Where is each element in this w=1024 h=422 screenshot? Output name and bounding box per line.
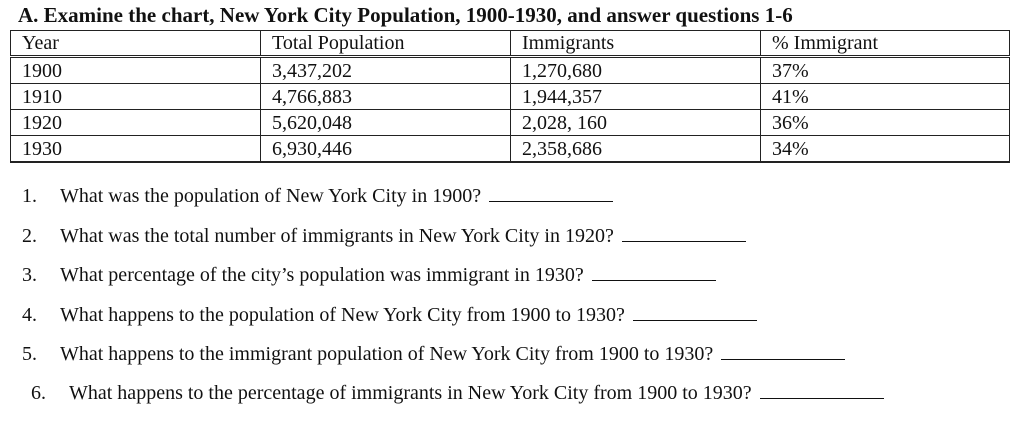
question-5 [22,342,845,366]
cell-total-population: 6,930,446 [261,136,511,163]
header-total-population: Total Population [261,31,511,57]
cell-immigrants: 1,944,357 [511,84,761,110]
question-number: 4. [22,304,37,326]
cell-immigrants: 2,028, 160 [511,110,761,136]
population-table [10,30,1010,163]
table-row [11,136,1010,163]
question-text: What happens to the immigrant population of New York City from 1900 to 1930? [60,343,714,365]
cell-total-population: 4,766,883 [261,84,511,110]
cell-percent-immigrant: 36% [761,110,1010,136]
answer-blank[interactable] [760,382,884,399]
cell-immigrants: 2,358,686 [511,136,761,163]
table-row [11,84,1010,110]
question-number: 6. [31,382,46,404]
question-number: 1. [22,185,37,207]
table-row [11,57,1010,84]
answer-blank[interactable] [592,264,716,281]
question-text: What was the total number of immigrants in New York City in 1920? [60,225,614,247]
question-2 [22,224,746,248]
cell-year: 1900 [11,57,261,84]
question-1 [22,184,613,208]
question-number: 2. [22,225,37,247]
cell-total-population: 3,437,202 [261,57,511,84]
cell-percent-immigrant: 34% [761,136,1010,163]
table-header-row [11,31,1010,57]
header-immigrants: Immigrants [511,31,761,57]
cell-percent-immigrant: 37% [761,57,1010,84]
question-6 [31,381,884,405]
cell-percent-immigrant: 41% [761,84,1010,110]
header-percent-immigrant: % Immigrant [761,31,1010,57]
question-number: 5. [22,343,37,365]
question-text: What happens to the population of New York City from 1900 to 1930? [60,304,625,326]
header-year: Year [11,31,261,57]
question-number: 3. [22,264,37,286]
cell-year: 1910 [11,84,261,110]
answer-blank[interactable] [721,343,845,360]
answer-blank[interactable] [622,225,746,242]
question-text: What was the population of New York City in 1900? [60,185,482,207]
question-3 [22,263,716,287]
answer-blank[interactable] [633,304,757,321]
question-text: What percentage of the city’s population was immigrant in 1930? [60,264,584,286]
question-text: What happens to the percentage of immigrants in New York City from 1900 to 1930? [69,382,752,404]
question-4 [22,303,757,327]
worksheet-heading: A. Examine the chart, New York City Population, 1900-1930, and answer questions 1-6 [18,3,793,27]
table-row [11,110,1010,136]
cell-year: 1920 [11,110,261,136]
cell-year: 1930 [11,136,261,163]
answer-blank[interactable] [489,185,613,202]
cell-total-population: 5,620,048 [261,110,511,136]
cell-immigrants: 1,270,680 [511,57,761,84]
